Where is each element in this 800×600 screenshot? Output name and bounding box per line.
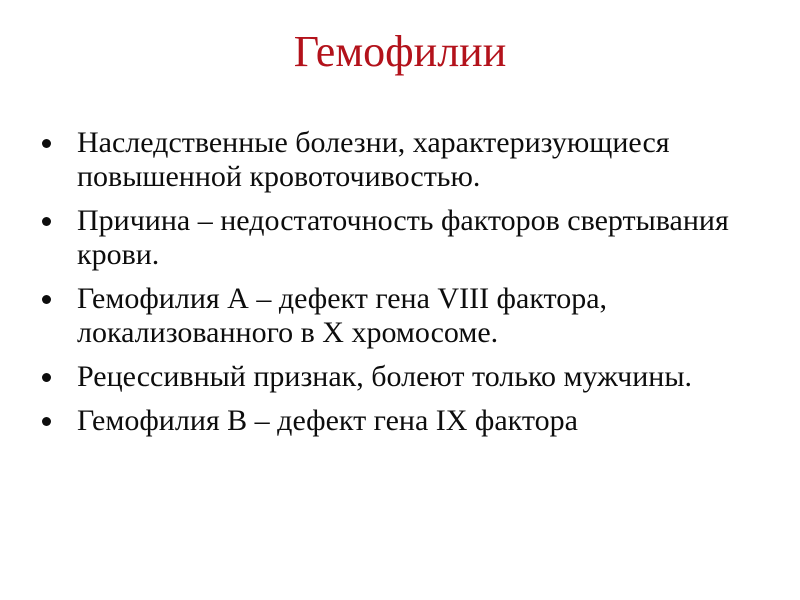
bullet-text: Рецессивный признак, болеют только мужчины. xyxy=(77,360,692,393)
slide-title: Гемофилии xyxy=(293,27,507,76)
bullet-list xyxy=(40,126,740,448)
bullet-item xyxy=(40,404,740,438)
bullet-icon xyxy=(42,373,51,382)
bullet-text: Наследственные болезни, характеризующиеся повышенной кровоточивостью. xyxy=(77,126,670,193)
bullet-icon xyxy=(42,417,51,426)
bullet-item xyxy=(40,126,740,194)
bullet-text: Причина – недостаточность факторов свертывания крови. xyxy=(77,204,729,271)
bullet-icon xyxy=(42,217,51,226)
bullet-text: Гемофилия В – дефект гена IX фактора xyxy=(77,404,578,437)
bullet-item xyxy=(40,360,740,394)
bullet-item xyxy=(40,204,740,272)
bullet-text: Гемофилия А – дефект гена VIII фактора, локализованного в X хромосоме. xyxy=(77,282,608,349)
bullet-icon xyxy=(42,139,51,148)
bullet-item xyxy=(40,282,740,350)
bullet-icon xyxy=(42,295,51,304)
